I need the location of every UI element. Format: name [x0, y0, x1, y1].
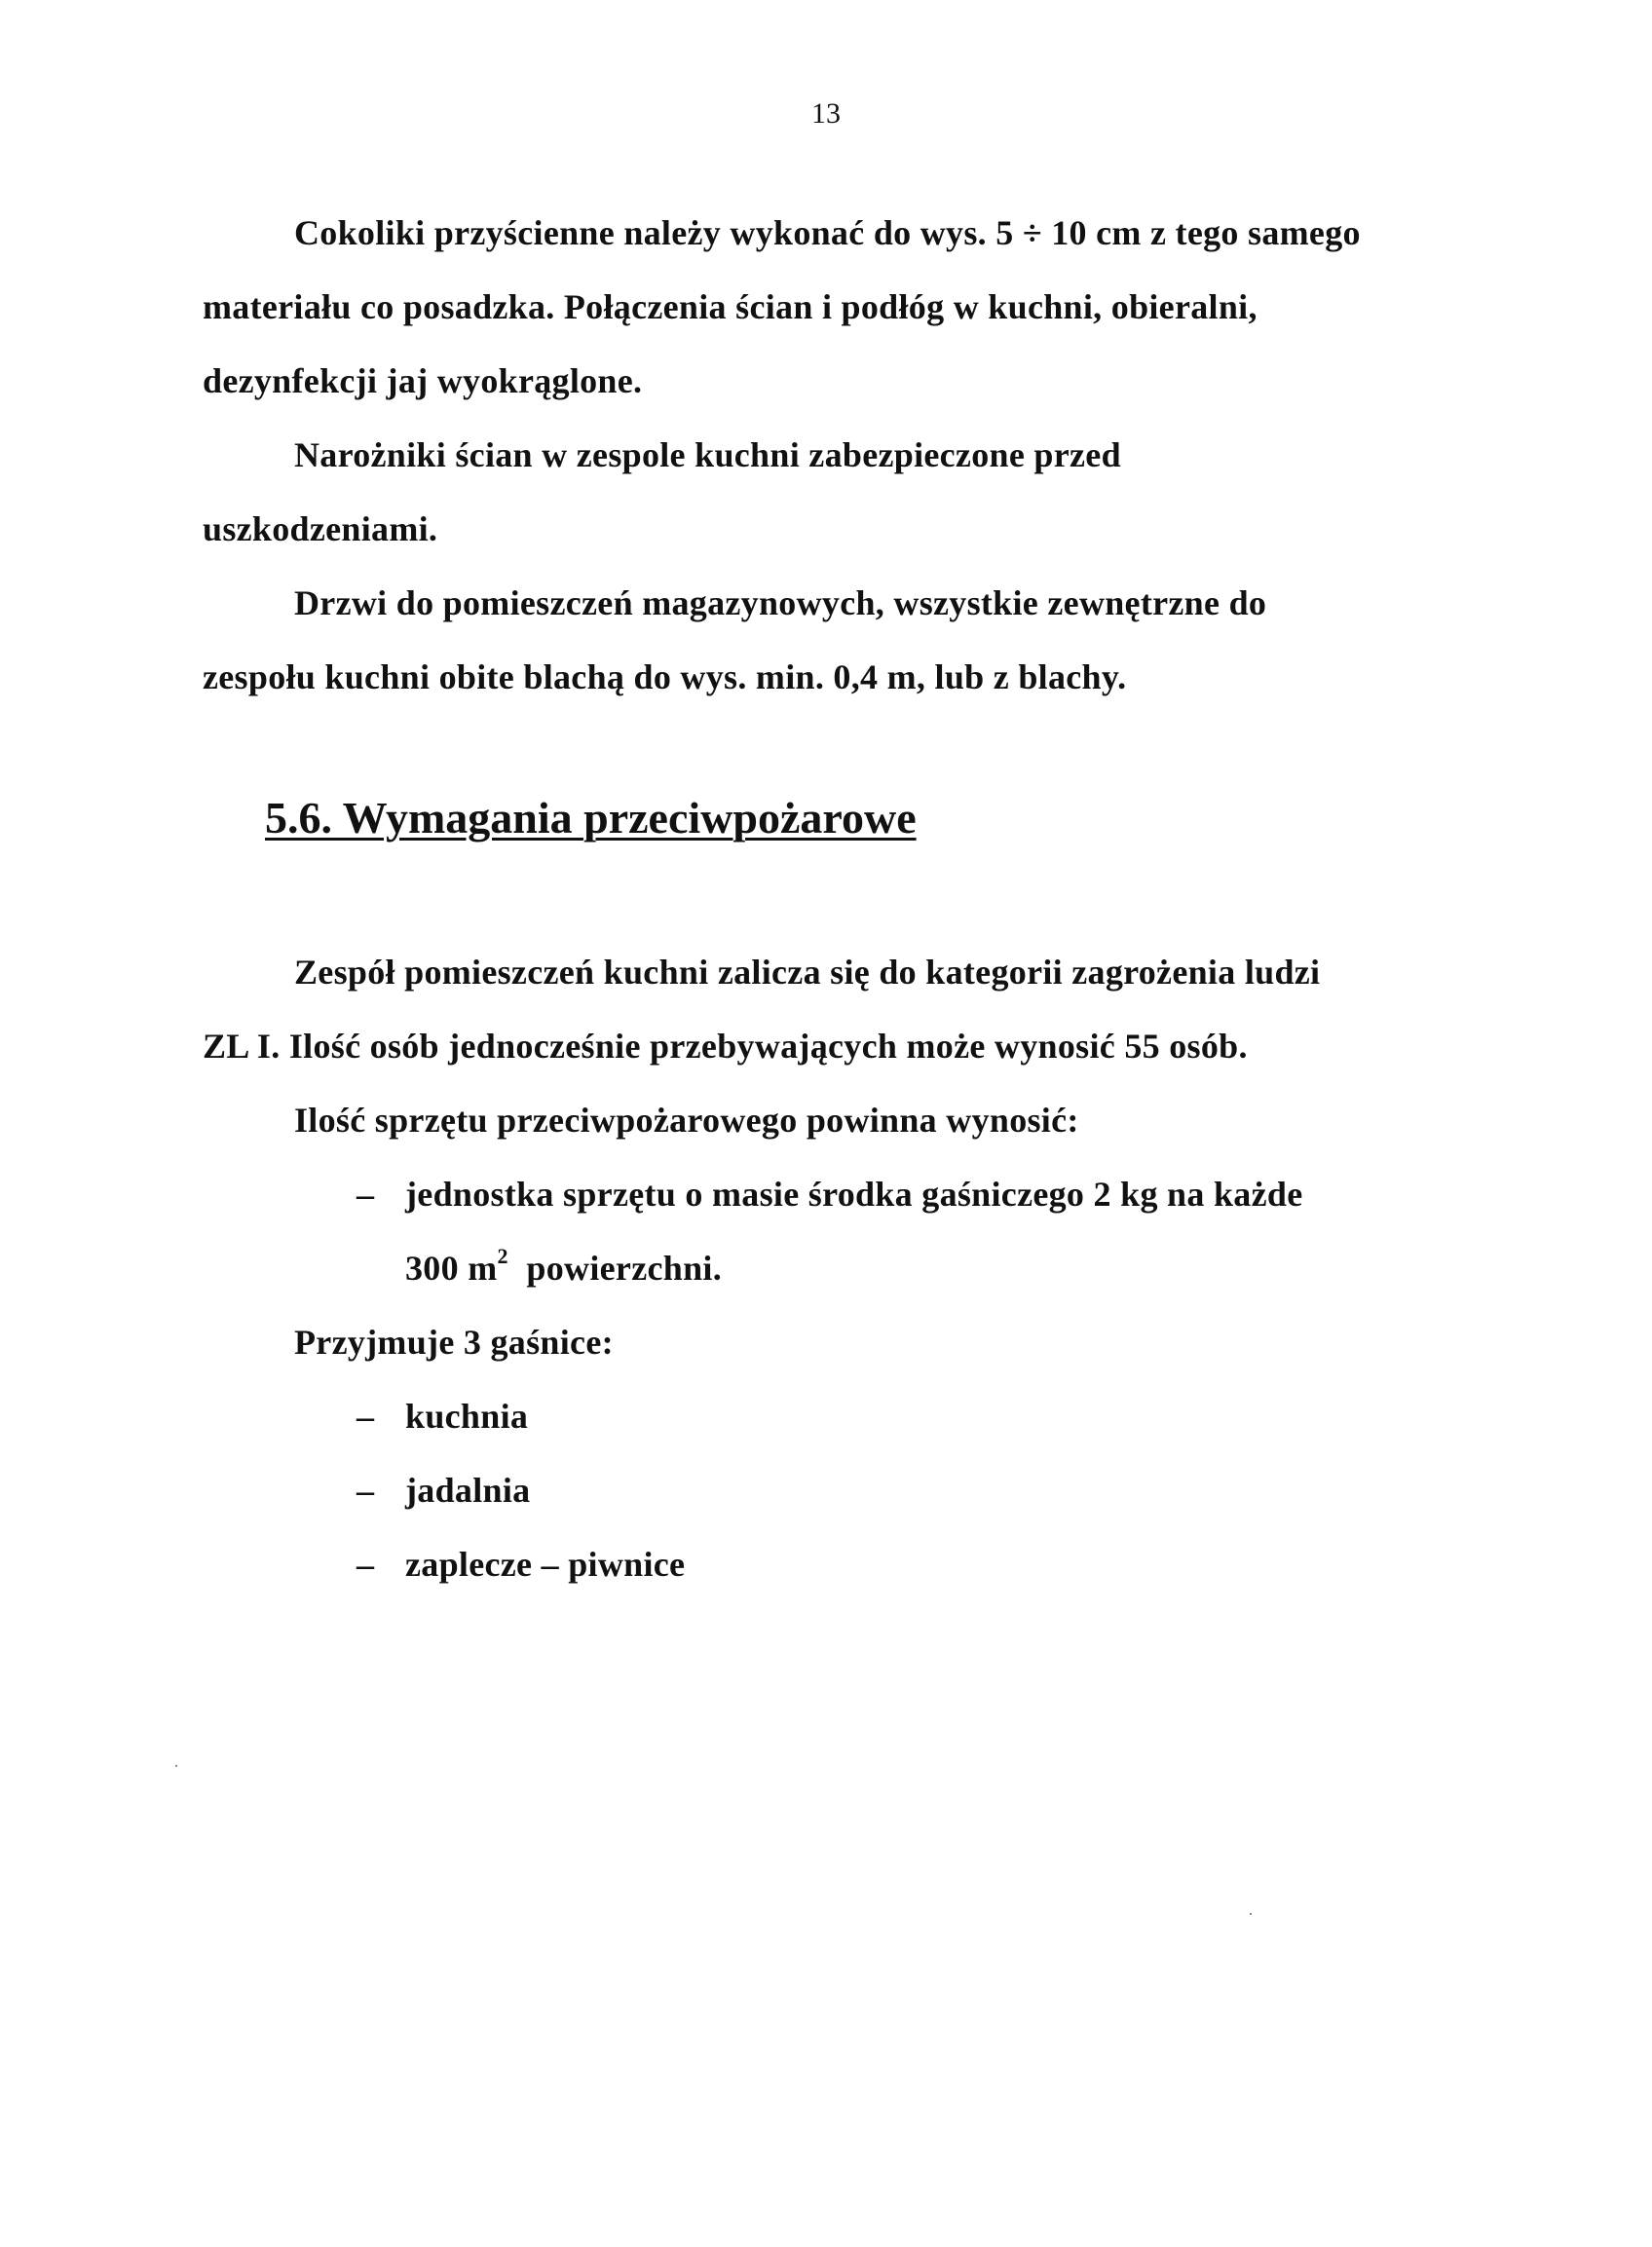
text-line: Drzwi do pomieszczeń magazynowych, wszystkie zewnętrzne do: [294, 583, 1267, 622]
page-number: 13: [811, 97, 841, 130]
list-dash: –: [357, 1545, 374, 1584]
list-item-label: kuchnia: [405, 1397, 529, 1436]
text-line: materiału co posadzka. Połączenia ścian i podłóg w kuchni, obieralni,: [203, 287, 1258, 326]
area-value: 300 m: [405, 1249, 498, 1288]
text-line: Cokoliki przyścienne należy wykonać do wys. 5 ÷ 10 cm z tego samego: [294, 213, 1361, 252]
text-line: zespołu kuchni obite blachą do wys. min. 0,4 m, lub z blachy.: [203, 657, 1127, 696]
text-line: [405, 1244, 722, 1289]
list-dash: –: [357, 1471, 374, 1510]
text-line: ZL I. Ilość osób jednocześnie przebywających może wynosić 55 osób.: [203, 1027, 1248, 1066]
text-line: Zespół pomieszczeń kuchni zalicza się do kategorii zagrożenia ludzi: [294, 953, 1321, 992]
list-dash: –: [357, 1175, 374, 1214]
list-item-label: zaplecze – piwnice: [405, 1545, 686, 1584]
text-line: Narożniki ścian w zespole kuchni zabezpieczone przed: [294, 435, 1121, 474]
list-item-label: jadalnia: [405, 1471, 531, 1510]
area-exponent: 2: [497, 1244, 508, 1268]
scan-speck: [1250, 1913, 1252, 1915]
text-line: uszkodzeniami.: [203, 509, 438, 548]
section-heading: 5.6. Wymagania przeciwpożarowe: [265, 793, 917, 843]
text-line: dezynfekcji jaj wyokrąglone.: [203, 361, 643, 400]
area-unit-text: powierzchni.: [507, 1249, 722, 1288]
scan-speck: [175, 1765, 177, 1767]
list-dash: –: [357, 1397, 374, 1436]
text-line: jednostka sprzętu o masie środka gaśniczego 2 kg na każde: [405, 1175, 1303, 1214]
extinguishers-intro: Przyjmuje 3 gaśnice:: [294, 1323, 614, 1362]
text-line: Ilość sprzętu przeciwpożarowego powinna wynosić:: [294, 1101, 1079, 1140]
